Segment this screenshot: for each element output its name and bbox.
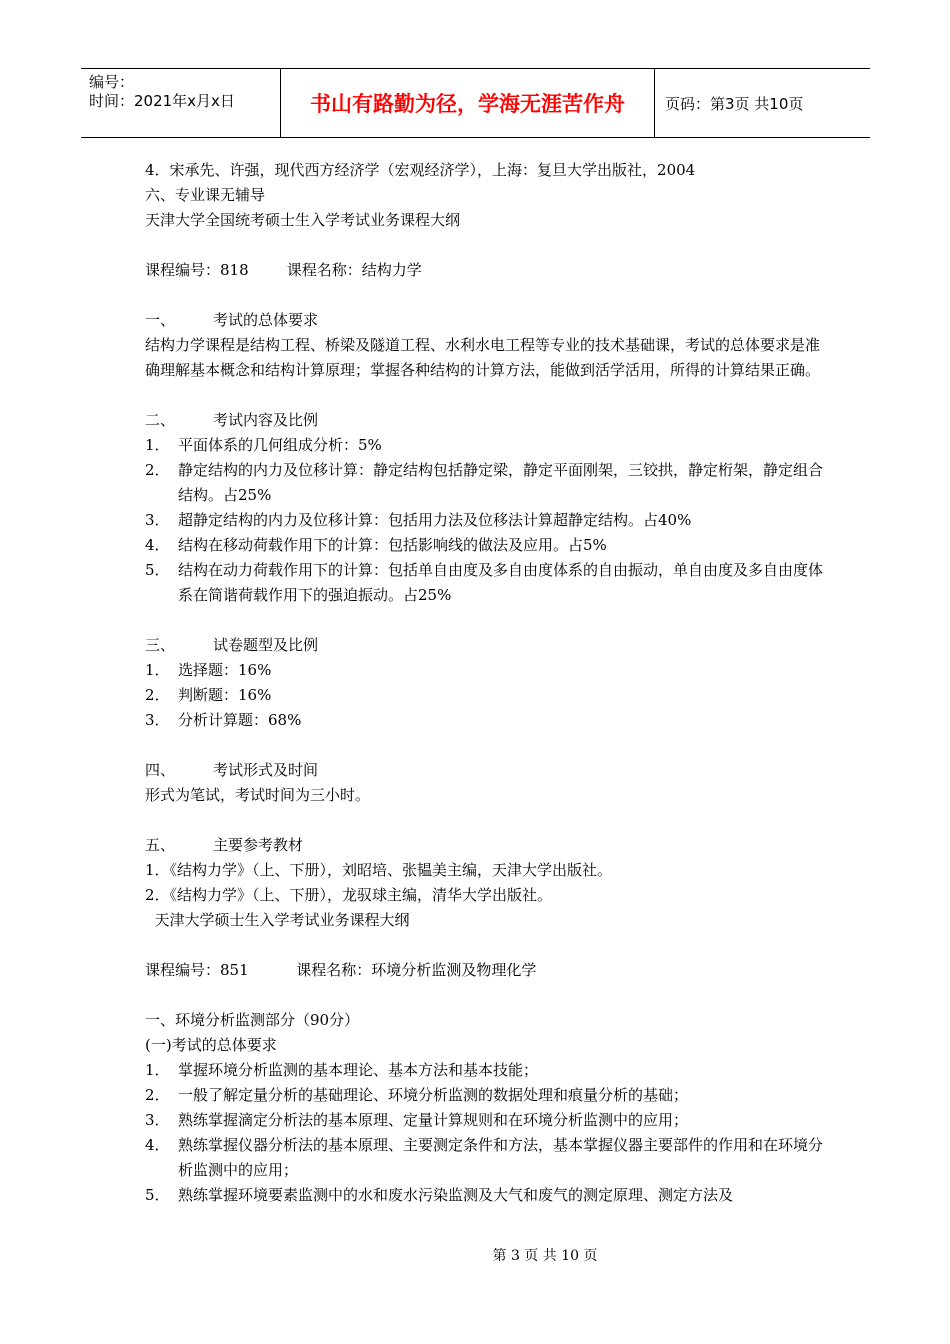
section-number: 三、 (145, 636, 176, 654)
paragraph: 结构力学课程是结构工程、桥梁及隧道工程、水利水电工程等专业的技术基础课，考试的总体要求是准确理解基本概念和结构计算原理；掌握各种结构的计算方法，能做到活学活用，所得的计算结果正确。 (145, 336, 821, 379)
outline-title-2: 天津大学硕士生入学考试业务课程大纲 (145, 911, 410, 929)
header-page (655, 69, 870, 137)
footer-page-number: 第 3 页 共 10 页 (492, 1248, 598, 1264)
env-heading: 一、环境分析监测部分（90分） (145, 1011, 360, 1029)
list-item: 3． 熟练掌握滴定分析法的基本原理、定量计算规则和在环境分析监测中的应用； (145, 1111, 689, 1129)
page-footer (0, 1245, 950, 1265)
section-title: 考试的总体要求 (213, 311, 319, 329)
header-motto-cell (281, 69, 655, 137)
motto: 书山有路勤为径，学海无涯苦作舟 (310, 92, 625, 116)
section-number: 二、 (145, 411, 176, 429)
outline-title-1: 天津大学全国统考硕士生入学考试业务课程大纲 (145, 211, 461, 229)
list-item: 4． 结构在移动荷载作用下的计算：包括影响线的做法及应用。占5% (145, 536, 607, 554)
list-item: 2． 判断题：16% (145, 686, 272, 704)
page-label: 页码：第3页 共10页 (665, 94, 804, 113)
section-heading (145, 833, 825, 858)
list-item: 1． 选择题：16% (145, 661, 272, 679)
list-item: 1． 平面体系的几何组成分析：5% (145, 436, 382, 454)
section-six: 六、专业课无辅导 (145, 186, 266, 204)
section-number: 一、 (145, 311, 176, 329)
section-title: 试卷题型及比例 (213, 636, 319, 654)
section-heading (145, 308, 825, 333)
reference-item: 1．《结构力学》（上、下册），刘昭培、张韫美主编，天津大学出版社。 (145, 861, 613, 879)
time-label: 时间：2021年x月x日 (89, 92, 235, 110)
section-number: 四、 (145, 761, 176, 779)
section-title: 主要参考教材 (213, 836, 304, 854)
list-item: 4． 熟练掌握仪器分析法的基本原理、主要测定条件和方法，基本掌握仪器主要部件的作用和在环境分析监测中的应用； (145, 1136, 824, 1179)
list-item: 2． 一般了解定量分析的基础理论、环境分析监测的数据处理和痕量分析的基础； (145, 1086, 689, 1104)
page-header (81, 68, 870, 138)
env-subheading: (一)考试的总体要求 (145, 1036, 277, 1054)
section-title: 考试形式及时间 (213, 761, 319, 779)
document-body (145, 158, 825, 1208)
list-item: 3． 超静定结构的内力及位移计算：包括用力法及位移法计算超静定结构。占40% (145, 511, 692, 529)
ref-line: 4．宋承先、许强，现代西方经济学（宏观经济学），上海：复旦大学出版社，2004 (145, 161, 696, 179)
section-heading (145, 758, 825, 783)
code-label: 编号： (89, 73, 135, 91)
header-meta (81, 69, 281, 137)
paragraph: 形式为笔试，考试时间为三小时。 (145, 786, 371, 804)
section-heading (145, 408, 825, 433)
section-heading (145, 633, 825, 658)
list-item: 5． 结构在动力荷载作用下的计算：包括单自由度及多自由度体系的自由振动，单自由度及多自由度体系在简谐荷载作用下的强迫振动。占25% (145, 561, 824, 604)
course-info-2: 课程编号：851 课程名称：环境分析监测及物理化学 (145, 961, 537, 979)
section-title: 考试内容及比例 (213, 411, 319, 429)
course-info-1: 课程编号：818 课程名称：结构力学 (145, 261, 422, 279)
list-item: 5． 熟练掌握环境要素监测中的水和废水污染监测及大气和废气的测定原理、测定方法及 (145, 1186, 734, 1204)
list-item: 3． 分析计算题：68% (145, 711, 302, 729)
list-item: 2． 静定结构的内力及位移计算：静定结构包括静定梁，静定平面刚架，三铰拱，静定桁架，静定组合结构。占25% (145, 461, 824, 504)
reference-item: 2．《结构力学》（上、下册），龙驭球主编，清华大学出版社。 (145, 886, 553, 904)
section-number: 五、 (145, 836, 176, 854)
list-item: 1． 掌握环境分析监测的基本理论、基本方法和基本技能； (145, 1061, 539, 1079)
